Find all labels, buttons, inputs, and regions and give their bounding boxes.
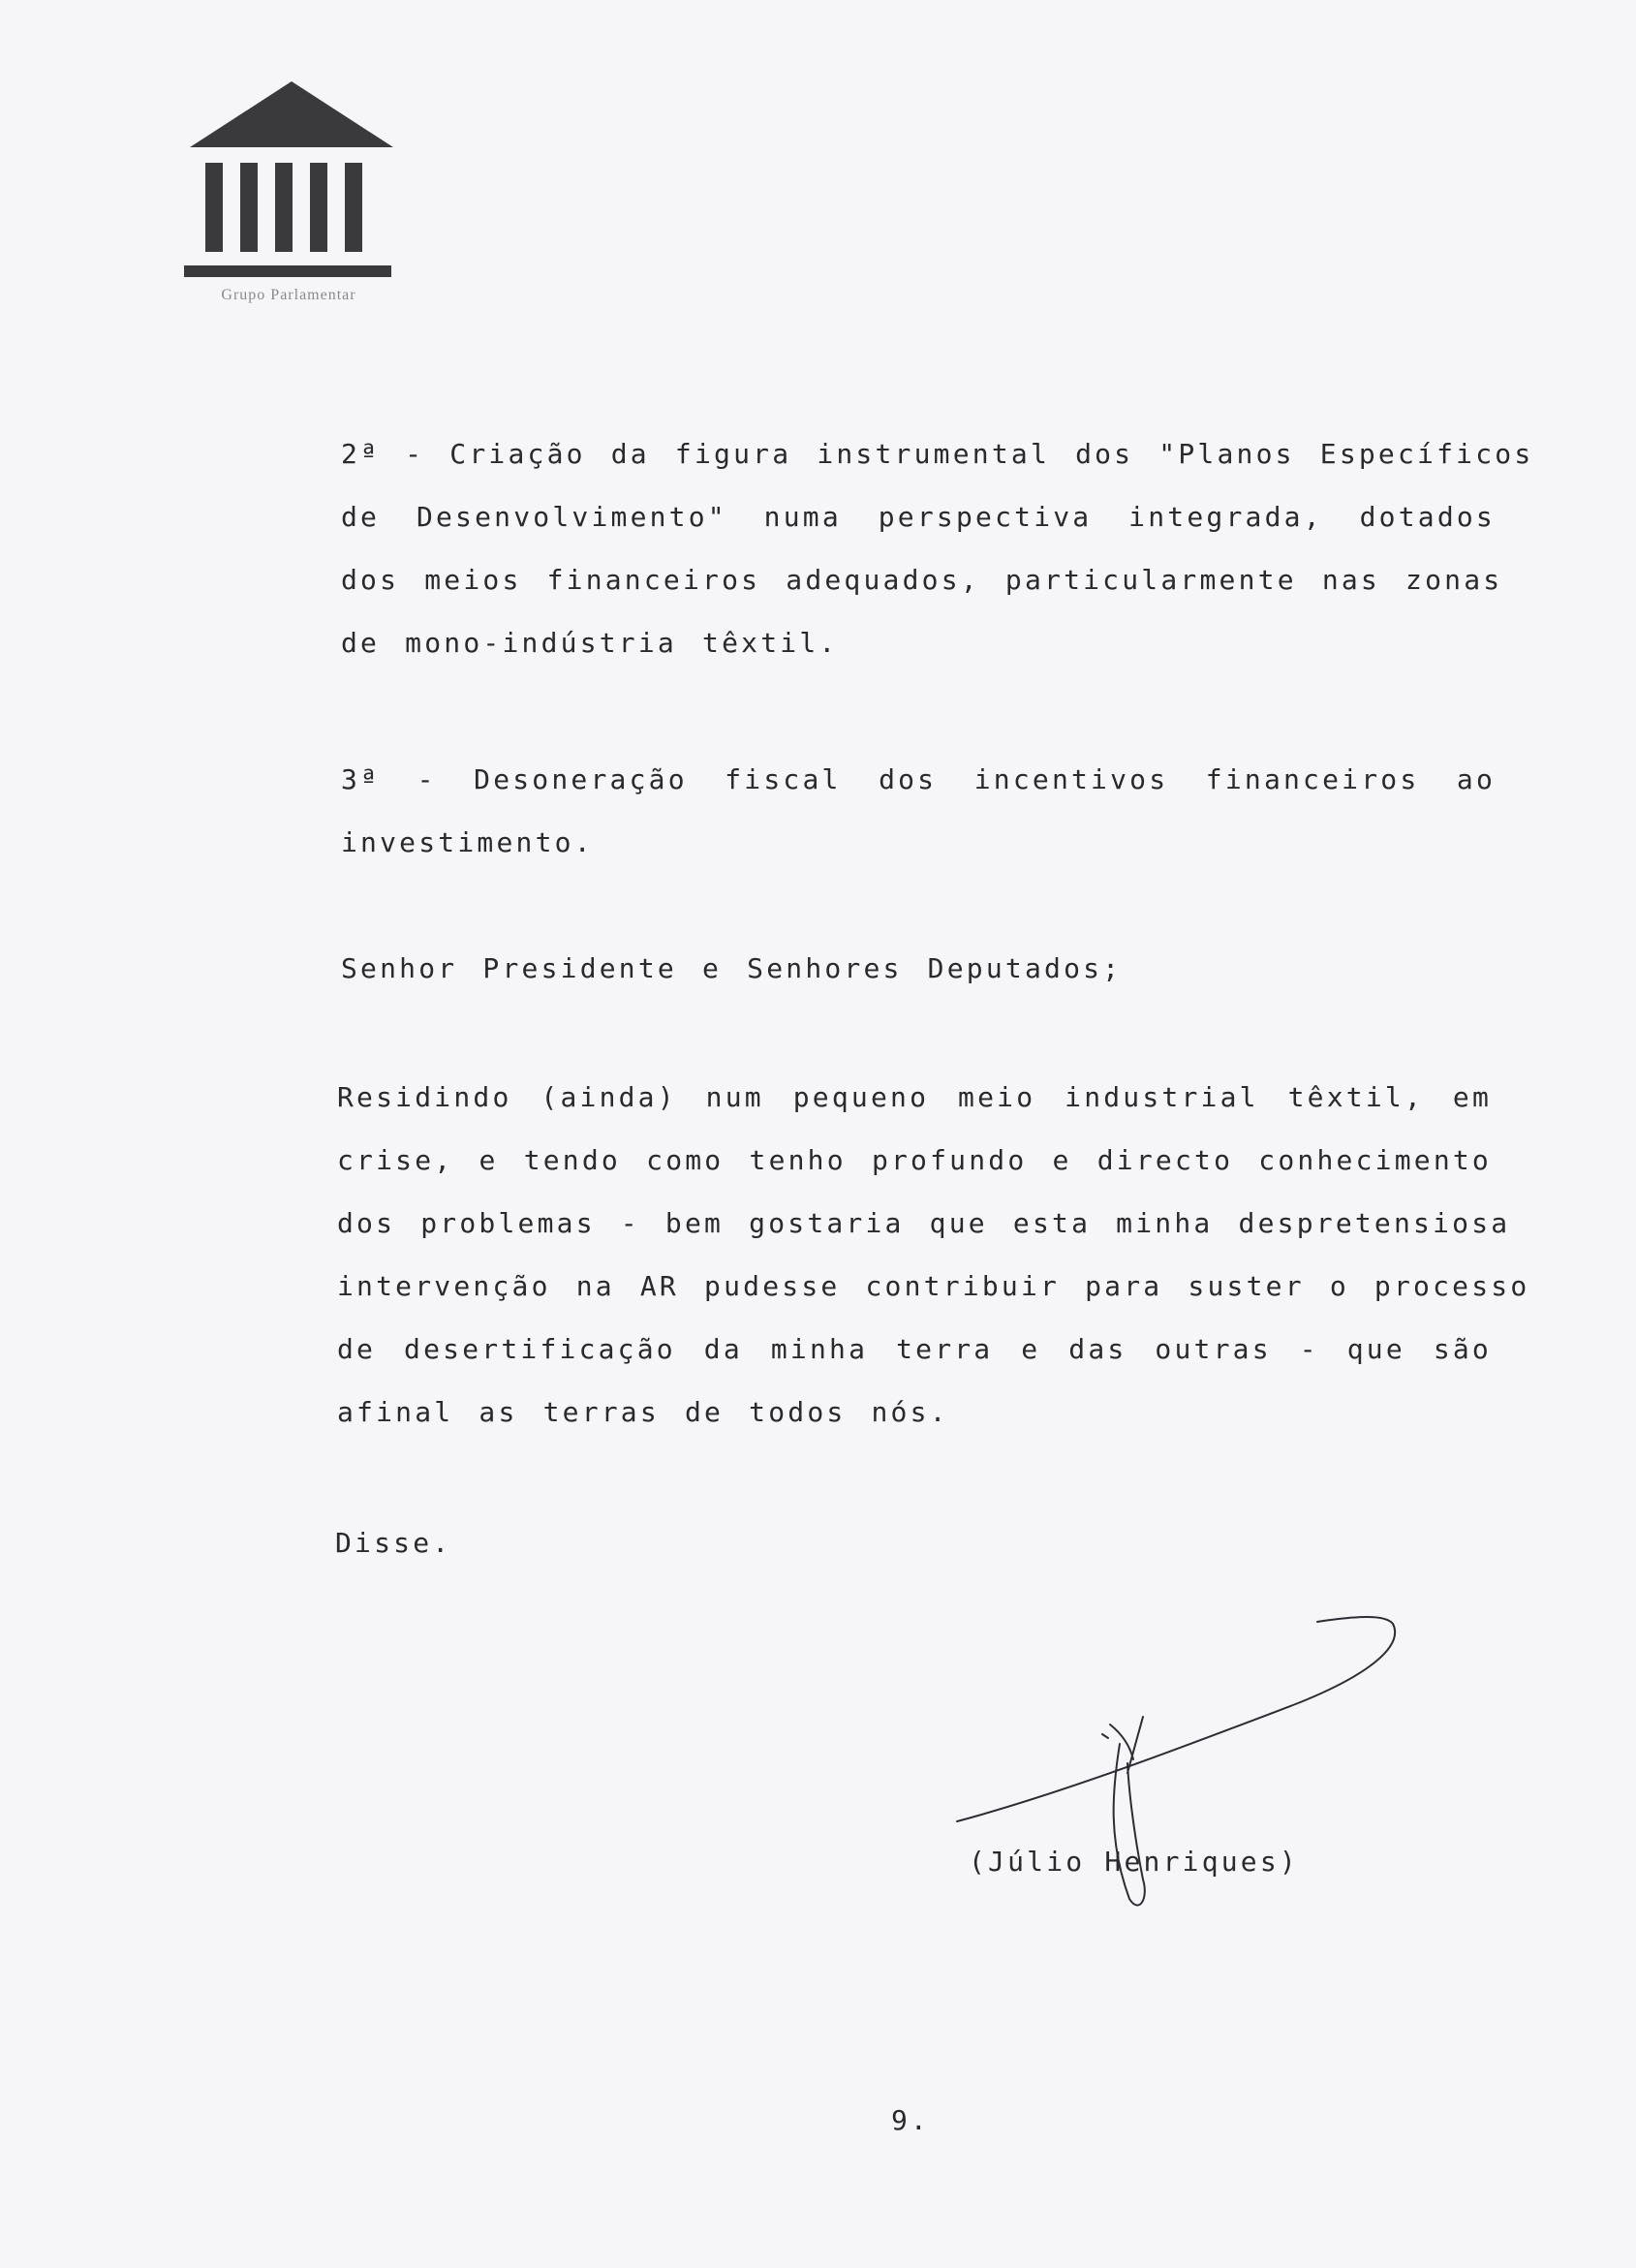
parliament-building-logo [180, 78, 403, 310]
handwritten-signature [949, 1608, 1414, 1918]
paragraph-line: de mono-indústria têxtil. [341, 627, 839, 659]
paragraph-line: intervenção na AR pudesse contribuir para suster o processo [337, 1270, 1530, 1302]
paragraph-line: de Desenvolvimento" numa perspectiva integrada, dotados [341, 501, 1496, 533]
paragraph-line: Residindo (ainda) num pequeno meio industrial têxtil, em [337, 1081, 1492, 1113]
salutation-text: Senhor Presidente e Senhores Deputados; [341, 952, 1123, 984]
paragraph-line: 3ª - Desoneração fiscal dos incentivos financeiros ao [341, 763, 1496, 795]
paragraph-line: crise, e tendo como tenho profundo e directo conhecimento [337, 1144, 1492, 1176]
closing [335, 1511, 1490, 1574]
paragraph-line: afinal as terras de todos nós. [337, 1396, 949, 1428]
paragraph-line: investimento. [341, 826, 594, 858]
letterhead-caption: Grupo Parlamentar [221, 287, 356, 303]
page-number: 9. [891, 2104, 930, 2136]
body-paragraph [337, 1066, 1530, 1444]
paragraph-line: 2ª - Criação da figura instrumental dos "Planos Específicos [341, 438, 1534, 470]
closing-text: Disse. [335, 1527, 452, 1559]
signatory-name: (Júlio Henriques) [969, 1846, 1299, 1878]
salutation [341, 937, 1496, 1000]
paragraph-line: dos meios financeiros adequados, particularmente nas zonas [341, 564, 1503, 596]
paragraph-line: dos problemas - bem gostaria que esta minha despretensiosa [337, 1207, 1511, 1239]
item-3-paragraph [341, 748, 1496, 874]
paragraph-line: de desertificação da minha terra e das outras - que são [337, 1333, 1492, 1365]
item-2-paragraph [341, 422, 1534, 674]
